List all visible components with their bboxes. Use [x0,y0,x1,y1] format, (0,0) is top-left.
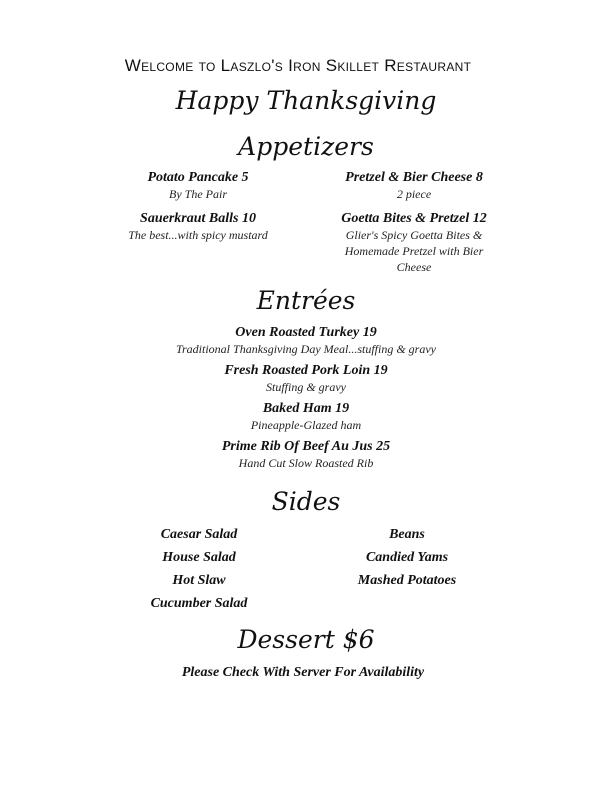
side-item: Caesar Salad [160,527,238,542]
menu-item [110,210,286,243]
welcome-title: Welcome to Laszlo's Iron Skillet Restaurant [124,56,472,75]
appetizers-right-column [326,169,502,283]
item-name: Sauerkraut Balls 10 [140,211,256,226]
item-description: Pineapple-Glazed ham [250,418,362,432]
menu-item [110,169,286,202]
item-name: Pretzel & Bier Cheese 8 [345,170,483,185]
entrees-list [106,324,506,476]
entrees-heading: Entrées [256,286,356,315]
menu-item [106,324,506,357]
menu-item [326,169,502,202]
item-description: Glier's Spicy Goetta Bites & Homemade Pretzel with Bier Cheese [344,228,484,274]
item-name: Baked Ham 19 [262,401,350,416]
side-item: Hot Slaw [172,573,226,588]
side-item: Mashed Potatoes [357,573,457,588]
appetizers-left-column [110,169,286,251]
sides-heading: Sides [271,487,341,516]
item-name: Goetta Bites & Pretzel 12 [341,211,487,226]
greeting-heading: Happy Thanksgiving [175,86,437,115]
side-item: Cucumber Salad [150,596,248,611]
sides-left-column [124,526,274,618]
item-name: Fresh Roasted Pork Loin 19 [224,363,388,378]
dessert-note: Please Check With Server For Availability [181,665,425,680]
menu-item [106,400,506,433]
menu-item [326,210,502,275]
item-description: By The Pair [169,187,227,201]
appetizers-heading: Appetizers [238,132,374,161]
item-description: The best...with spicy mustard [128,228,268,242]
item-description: Traditional Thanksgiving Day Meal...stuffing & gravy [176,342,436,356]
item-name: Prime Rib Of Beef Au Jus 25 [221,439,391,454]
dessert-heading: Dessert $6 [237,625,375,654]
side-item: Beans [389,527,425,542]
item-description: Hand Cut Slow Roasted Rib [238,456,374,470]
item-name: Potato Pancake 5 [147,170,249,185]
item-description: Stuffing & gravy [266,380,346,394]
menu-item [106,438,506,471]
side-item: House Salad [162,550,236,565]
item-name: Oven Roasted Turkey 19 [235,325,377,340]
sides-right-column [332,526,482,595]
item-description: 2 piece [396,187,432,201]
side-item: Candied Yams [365,550,449,565]
menu-item [106,362,506,395]
